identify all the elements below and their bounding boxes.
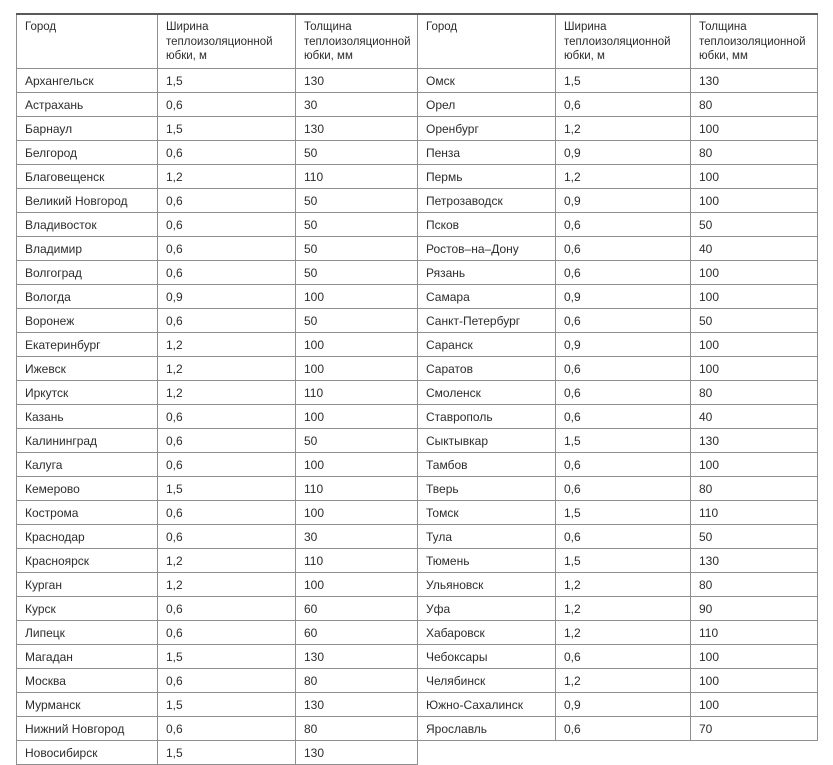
skirt-thickness-cell: 130 xyxy=(691,69,818,93)
table-row xyxy=(17,189,418,213)
table-row xyxy=(17,141,418,165)
skirt-thickness-cell: 80 xyxy=(691,477,818,501)
city-cell: Тверь xyxy=(418,477,556,501)
city-cell: Калуга xyxy=(17,453,158,477)
skirt-thickness-cell: 40 xyxy=(691,237,818,261)
skirt-thickness-cell: 130 xyxy=(691,429,818,453)
skirt-thickness-cell: 110 xyxy=(691,501,818,525)
skirt-thickness-cell: 50 xyxy=(691,525,818,549)
city-cell: Краснодар xyxy=(17,525,158,549)
skirt-thickness-column-header: Толщина теплоизоляционной юбки, мм xyxy=(691,14,818,69)
skirt-thickness-cell: 30 xyxy=(296,525,418,549)
table-row xyxy=(418,93,818,117)
table-row xyxy=(418,669,818,693)
table-row xyxy=(418,549,818,573)
skirt-thickness-cell: 100 xyxy=(691,117,818,141)
table-row xyxy=(17,237,418,261)
city-cell: Сыктывкар xyxy=(418,429,556,453)
skirt-thickness-cell: 50 xyxy=(296,141,418,165)
city-cell: Иркутск xyxy=(17,381,158,405)
table-row xyxy=(418,597,818,621)
skirt-thickness-cell: 130 xyxy=(296,117,418,141)
skirt-width-cell: 1,5 xyxy=(158,693,296,717)
table-row xyxy=(418,477,818,501)
table-header-right xyxy=(418,14,818,69)
skirt-width-cell: 0,6 xyxy=(158,597,296,621)
table-row xyxy=(17,429,418,453)
city-cell: Самара xyxy=(418,285,556,309)
skirt-width-cell: 0,6 xyxy=(556,261,691,285)
city-cell: Омск xyxy=(418,69,556,93)
city-cell: Благовещенск xyxy=(17,165,158,189)
skirt-width-column-header: Ширина теплоизоляционной юбки, м xyxy=(556,14,691,69)
skirt-width-cell: 1,5 xyxy=(158,477,296,501)
skirt-width-cell: 0,6 xyxy=(158,405,296,429)
city-cell: Москва xyxy=(17,669,158,693)
city-cell: Владивосток xyxy=(17,213,158,237)
skirt-width-cell: 1,2 xyxy=(556,117,691,141)
table-row xyxy=(418,165,818,189)
skirt-thickness-cell: 100 xyxy=(691,189,818,213)
city-cell: Кемерово xyxy=(17,477,158,501)
skirt-width-cell: 0,9 xyxy=(556,189,691,213)
skirt-thickness-cell: 80 xyxy=(296,669,418,693)
skirt-width-cell: 0,9 xyxy=(556,141,691,165)
skirt-width-cell: 1,2 xyxy=(158,381,296,405)
table-row xyxy=(17,261,418,285)
city-cell: Волгоград xyxy=(17,261,158,285)
skirt-width-cell: 0,6 xyxy=(158,621,296,645)
skirt-width-cell: 0,6 xyxy=(158,669,296,693)
city-cell: Кострома xyxy=(17,501,158,525)
skirt-width-cell: 0,6 xyxy=(158,309,296,333)
skirt-width-cell: 0,9 xyxy=(556,693,691,717)
city-cell: Тюмень xyxy=(418,549,556,573)
city-cell: Южно-Сахалинск xyxy=(418,693,556,717)
skirt-width-cell: 0,6 xyxy=(158,93,296,117)
skirt-width-cell: 0,6 xyxy=(556,381,691,405)
skirt-width-cell: 0,6 xyxy=(158,501,296,525)
header-row xyxy=(17,14,418,69)
skirt-thickness-cell: 100 xyxy=(691,357,818,381)
skirt-width-cell: 1,2 xyxy=(556,165,691,189)
table-row xyxy=(418,717,818,741)
skirt-width-cell: 0,6 xyxy=(158,189,296,213)
skirt-width-cell: 0,6 xyxy=(556,453,691,477)
skirt-thickness-cell: 100 xyxy=(296,357,418,381)
city-cell: Орел xyxy=(418,93,556,117)
table-body-left xyxy=(17,69,418,765)
skirt-width-cell: 0,9 xyxy=(556,285,691,309)
skirt-thickness-cell: 100 xyxy=(691,333,818,357)
table-row xyxy=(17,309,418,333)
skirt-thickness-cell: 80 xyxy=(296,717,418,741)
city-column-header: Город xyxy=(418,14,556,69)
skirt-thickness-cell: 50 xyxy=(296,213,418,237)
skirt-thickness-cell: 100 xyxy=(691,645,818,669)
city-cell: Мурманск xyxy=(17,693,158,717)
city-cell: Чебоксары xyxy=(418,645,556,669)
skirt-width-cell: 0,6 xyxy=(158,717,296,741)
table-row xyxy=(418,621,818,645)
table-row xyxy=(418,573,818,597)
skirt-thickness-cell: 50 xyxy=(296,261,418,285)
skirt-width-cell: 1,2 xyxy=(158,165,296,189)
table-row xyxy=(17,117,418,141)
skirt-thickness-cell: 110 xyxy=(691,621,818,645)
city-cell: Курган xyxy=(17,573,158,597)
city-cell: Тамбов xyxy=(418,453,556,477)
skirt-thickness-cell: 80 xyxy=(691,93,818,117)
city-cell: Вологда xyxy=(17,285,158,309)
table-row xyxy=(418,357,818,381)
city-cell: Саратов xyxy=(418,357,556,381)
city-cell: Тула xyxy=(418,525,556,549)
skirt-width-cell: 1,5 xyxy=(556,549,691,573)
insulation-skirt-tables xyxy=(16,13,818,765)
table-row xyxy=(17,165,418,189)
skirt-thickness-cell: 90 xyxy=(691,597,818,621)
table-row xyxy=(418,117,818,141)
city-column-header: Город xyxy=(17,14,158,69)
table-row xyxy=(418,645,818,669)
city-cell: Ижевск xyxy=(17,357,158,381)
city-cell: Пермь xyxy=(418,165,556,189)
skirt-width-cell: 1,5 xyxy=(556,69,691,93)
skirt-width-cell: 0,6 xyxy=(158,429,296,453)
skirt-width-cell: 0,6 xyxy=(158,525,296,549)
city-cell: Красноярск xyxy=(17,549,158,573)
city-cell: Воронеж xyxy=(17,309,158,333)
table-row xyxy=(17,525,418,549)
skirt-thickness-cell: 100 xyxy=(691,693,818,717)
skirt-width-cell: 0,6 xyxy=(556,645,691,669)
skirt-thickness-cell: 100 xyxy=(691,285,818,309)
header-row xyxy=(418,14,818,69)
skirt-width-cell: 1,2 xyxy=(158,357,296,381)
table-row xyxy=(418,189,818,213)
skirt-width-cell: 1,2 xyxy=(556,573,691,597)
table-row xyxy=(17,597,418,621)
table-row xyxy=(17,93,418,117)
city-cell: Смоленск xyxy=(418,381,556,405)
skirt-width-cell: 1,5 xyxy=(158,741,296,765)
skirt-width-cell: 1,2 xyxy=(158,549,296,573)
table-row xyxy=(17,381,418,405)
skirt-width-cell: 0,9 xyxy=(158,285,296,309)
table-row xyxy=(418,69,818,93)
skirt-thickness-cell: 100 xyxy=(691,669,818,693)
city-cell: Липецк xyxy=(17,621,158,645)
city-cell: Великий Новгород xyxy=(17,189,158,213)
table-row xyxy=(17,693,418,717)
table-row xyxy=(17,549,418,573)
skirt-width-cell: 0,6 xyxy=(158,141,296,165)
insulation-table-right xyxy=(417,13,818,741)
city-cell: Магадан xyxy=(17,645,158,669)
skirt-thickness-cell: 100 xyxy=(296,333,418,357)
table-row xyxy=(17,453,418,477)
table-row xyxy=(17,621,418,645)
skirt-width-cell: 0,6 xyxy=(158,261,296,285)
city-cell: Ульяновск xyxy=(418,573,556,597)
skirt-width-cell: 0,6 xyxy=(158,213,296,237)
skirt-thickness-cell: 110 xyxy=(296,381,418,405)
skirt-thickness-cell: 110 xyxy=(296,549,418,573)
city-cell: Петрозаводск xyxy=(418,189,556,213)
city-cell: Санкт-Петербург xyxy=(418,309,556,333)
table-row xyxy=(17,645,418,669)
city-cell: Владимир xyxy=(17,237,158,261)
skirt-width-cell: 0,6 xyxy=(556,525,691,549)
skirt-width-cell: 0,6 xyxy=(556,309,691,333)
city-cell: Ярославль xyxy=(418,717,556,741)
skirt-thickness-cell: 100 xyxy=(296,453,418,477)
skirt-width-cell: 0,6 xyxy=(556,405,691,429)
table-row xyxy=(418,501,818,525)
skirt-width-cell: 1,2 xyxy=(556,597,691,621)
city-cell: Новосибирск xyxy=(17,741,158,765)
city-cell: Саранск xyxy=(418,333,556,357)
city-cell: Казань xyxy=(17,405,158,429)
city-cell: Челябинск xyxy=(418,669,556,693)
city-cell: Нижний Новгород xyxy=(17,717,158,741)
skirt-width-cell: 1,2 xyxy=(158,333,296,357)
city-cell: Псков xyxy=(418,213,556,237)
skirt-thickness-cell: 80 xyxy=(691,573,818,597)
table-row xyxy=(17,501,418,525)
table-row xyxy=(418,261,818,285)
table-row xyxy=(17,669,418,693)
table-row xyxy=(418,141,818,165)
city-cell: Курск xyxy=(17,597,158,621)
table-row xyxy=(418,381,818,405)
skirt-width-cell: 1,5 xyxy=(556,429,691,453)
skirt-thickness-cell: 110 xyxy=(296,165,418,189)
skirt-thickness-cell: 100 xyxy=(691,453,818,477)
skirt-thickness-cell: 50 xyxy=(296,189,418,213)
skirt-thickness-cell: 50 xyxy=(296,429,418,453)
skirt-thickness-cell: 60 xyxy=(296,621,418,645)
table-row xyxy=(418,237,818,261)
skirt-width-cell: 1,5 xyxy=(158,117,296,141)
table-row xyxy=(418,453,818,477)
skirt-thickness-cell: 30 xyxy=(296,93,418,117)
table-row xyxy=(418,405,818,429)
skirt-thickness-cell: 40 xyxy=(691,405,818,429)
skirt-width-cell: 1,5 xyxy=(158,645,296,669)
skirt-thickness-cell: 80 xyxy=(691,381,818,405)
skirt-thickness-cell: 80 xyxy=(691,141,818,165)
skirt-width-cell: 0,6 xyxy=(158,237,296,261)
table-row xyxy=(418,213,818,237)
city-cell: Архангельск xyxy=(17,69,158,93)
skirt-thickness-cell: 100 xyxy=(296,573,418,597)
skirt-thickness-cell: 100 xyxy=(691,165,818,189)
table-body-right xyxy=(418,69,818,741)
skirt-thickness-column-header: Толщина теплоизоляционной юбки, мм xyxy=(296,14,418,69)
skirt-width-cell: 0,6 xyxy=(158,453,296,477)
skirt-width-cell: 0,6 xyxy=(556,237,691,261)
skirt-thickness-cell: 100 xyxy=(296,405,418,429)
table-row xyxy=(17,717,418,741)
skirt-thickness-cell: 50 xyxy=(296,309,418,333)
city-cell: Оренбург xyxy=(418,117,556,141)
skirt-thickness-cell: 130 xyxy=(296,693,418,717)
table-row xyxy=(17,477,418,501)
skirt-thickness-cell: 130 xyxy=(296,741,418,765)
table-row xyxy=(418,285,818,309)
skirt-width-cell: 1,5 xyxy=(158,69,296,93)
table-row xyxy=(17,213,418,237)
skirt-width-cell: 0,9 xyxy=(556,333,691,357)
skirt-width-column-header: Ширина теплоизоляционной юбки, м xyxy=(158,14,296,69)
table-row xyxy=(17,741,418,765)
table-row xyxy=(17,405,418,429)
skirt-width-cell: 1,2 xyxy=(556,669,691,693)
city-cell: Пенза xyxy=(418,141,556,165)
table-row xyxy=(418,429,818,453)
city-cell: Уфа xyxy=(418,597,556,621)
skirt-thickness-cell: 100 xyxy=(296,285,418,309)
city-cell: Рязань xyxy=(418,261,556,285)
skirt-thickness-cell: 130 xyxy=(296,645,418,669)
skirt-width-cell: 1,2 xyxy=(158,573,296,597)
city-cell: Белгород xyxy=(17,141,158,165)
insulation-table-left xyxy=(16,13,418,765)
city-cell: Барнаул xyxy=(17,117,158,141)
city-cell: Ростов–на–Дону xyxy=(418,237,556,261)
table-row xyxy=(418,333,818,357)
skirt-thickness-cell: 100 xyxy=(691,261,818,285)
city-cell: Екатеринбург xyxy=(17,333,158,357)
skirt-width-cell: 0,6 xyxy=(556,213,691,237)
city-cell: Хабаровск xyxy=(418,621,556,645)
skirt-thickness-cell: 100 xyxy=(296,501,418,525)
table-row xyxy=(418,525,818,549)
table-row xyxy=(17,285,418,309)
skirt-thickness-cell: 50 xyxy=(691,309,818,333)
table-header-left xyxy=(17,14,418,69)
skirt-thickness-cell: 130 xyxy=(296,69,418,93)
table-row xyxy=(17,573,418,597)
table-row xyxy=(17,333,418,357)
skirt-thickness-cell: 50 xyxy=(691,213,818,237)
table-row xyxy=(17,69,418,93)
skirt-thickness-cell: 50 xyxy=(296,237,418,261)
skirt-thickness-cell: 110 xyxy=(296,477,418,501)
table-row xyxy=(418,693,818,717)
city-cell: Томск xyxy=(418,501,556,525)
city-cell: Ставрополь xyxy=(418,405,556,429)
city-cell: Астрахань xyxy=(17,93,158,117)
skirt-width-cell: 0,6 xyxy=(556,93,691,117)
city-cell: Калининград xyxy=(17,429,158,453)
skirt-width-cell: 0,6 xyxy=(556,717,691,741)
skirt-width-cell: 1,2 xyxy=(556,621,691,645)
skirt-thickness-cell: 60 xyxy=(296,597,418,621)
table-row xyxy=(418,309,818,333)
skirt-width-cell: 0,6 xyxy=(556,477,691,501)
table-row xyxy=(17,357,418,381)
skirt-thickness-cell: 130 xyxy=(691,549,818,573)
skirt-thickness-cell: 70 xyxy=(691,717,818,741)
skirt-width-cell: 1,5 xyxy=(556,501,691,525)
skirt-width-cell: 0,6 xyxy=(556,357,691,381)
